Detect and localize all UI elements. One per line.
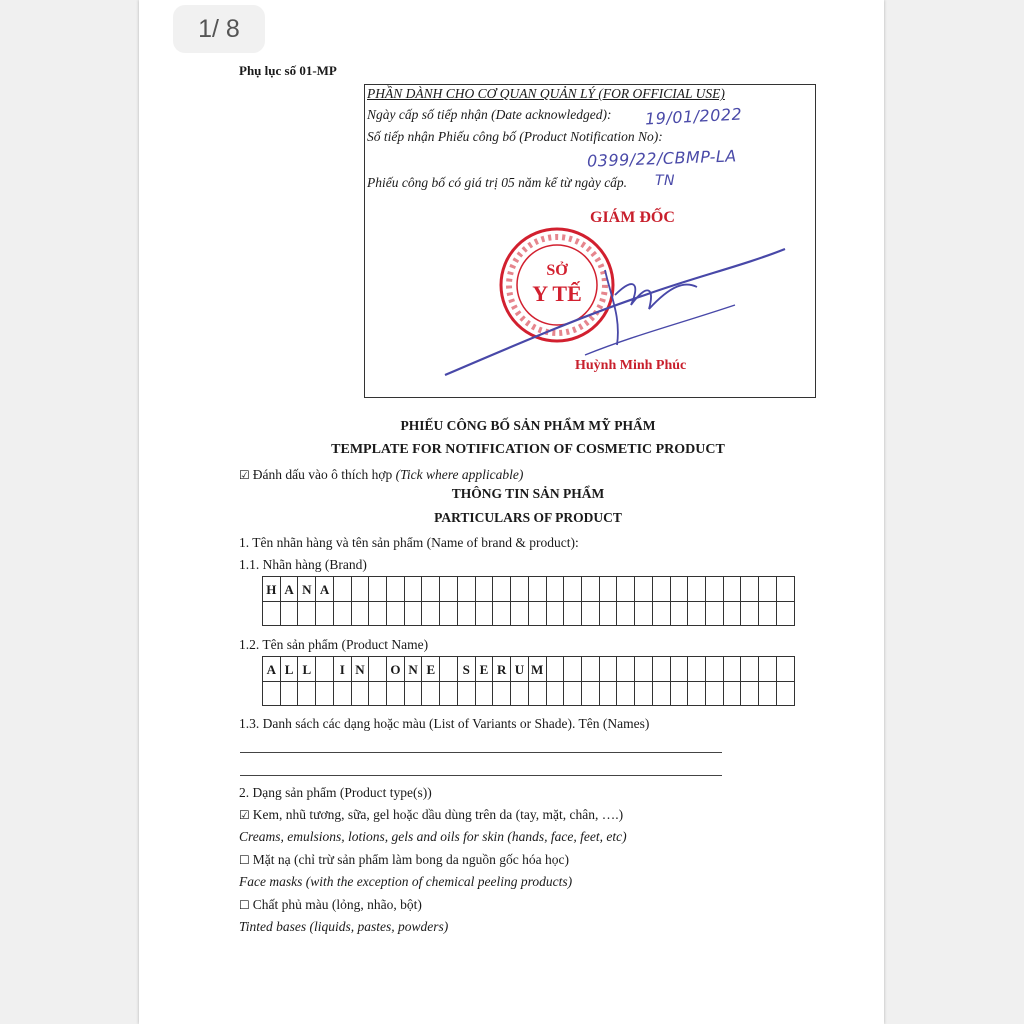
tick-note: [239, 467, 523, 483]
brand-char-cell: [582, 577, 600, 602]
product-char-cell: [564, 657, 582, 682]
brand-char-cell: [387, 602, 405, 626]
product-char-cell: [600, 657, 618, 682]
product-char-cell: [741, 682, 759, 706]
brand-char-cell: [724, 577, 742, 602]
product-char-cell: [706, 657, 724, 682]
date-acknowledged-value: 19/01/2022: [644, 104, 743, 129]
product-char-cell: [564, 682, 582, 706]
product-char-cell: [529, 682, 547, 706]
brand-char-cell: [405, 577, 423, 602]
product-char-cell: [334, 682, 352, 706]
official-use-title: PHẦN DÀNH CHO CƠ QUAN QUẢN LÝ (FOR OFFICIAL USE): [367, 86, 725, 101]
brand-char-cell: [387, 577, 405, 602]
product-char-cell: [511, 682, 529, 706]
brand-char-cell: [706, 577, 724, 602]
product-char-cell: [263, 682, 281, 706]
brand-char-cell: [369, 577, 387, 602]
brand-char-cell: H: [263, 577, 281, 602]
brand-char-cell: [529, 602, 547, 626]
product-char-cell: [405, 682, 423, 706]
brand-char-grid: [262, 576, 795, 626]
director-title: GIÁM ĐỐC: [590, 209, 675, 226]
product-char-cell: [440, 657, 458, 682]
product-char-cell: [369, 657, 387, 682]
brand-char-cell: [582, 602, 600, 626]
empty-box-icon: ☐: [239, 898, 250, 912]
brand-char-cell: [741, 602, 759, 626]
brand-char-cell: [617, 602, 635, 626]
brand-char-cell: [635, 602, 653, 626]
product-type-1-vi: Kem, nhũ tương, sữa, gel hoặc dầu dùng trên da (tay, mặt, chân, ….): [252, 807, 624, 822]
product-char-cell: [741, 657, 759, 682]
product-char-cell: [706, 682, 724, 706]
product-char-cell: [635, 682, 653, 706]
product-char-cell: N: [405, 657, 423, 682]
product-char-cell: I: [334, 657, 352, 682]
item-1-3-label: 1.3. Danh sách các dạng hoặc màu (List of Variants or Shade). Tên (Names): [239, 716, 650, 731]
brand-char-cell: [493, 602, 511, 626]
handwritten-initial: TN: [655, 173, 676, 189]
product-char-cell: [422, 682, 440, 706]
tick-note-en: (Tick where applicable): [395, 467, 524, 482]
brand-char-cell: [511, 577, 529, 602]
product-char-cell: [635, 657, 653, 682]
product-char-cell: R: [493, 657, 511, 682]
product-type-2-en: Face masks (with the exception of chemical peeling products): [239, 874, 573, 889]
brand-char-cell: [440, 602, 458, 626]
brand-char-cell: [671, 602, 689, 626]
brand-char-cell: [352, 602, 370, 626]
brand-char-cell: [281, 602, 299, 626]
product-type-3: [239, 897, 422, 913]
page-indicator[interactable]: 1/ 8: [173, 5, 265, 53]
heading-vi: PHIẾU CÔNG BỐ SẢN PHẨM MỸ PHẨM: [400, 418, 656, 433]
product-char-cell: [653, 682, 671, 706]
brand-char-cell: [405, 602, 423, 626]
product-char-cell: A: [263, 657, 281, 682]
tick-note-vi: Đánh dấu vào ô thích hợp: [252, 467, 393, 482]
variants-line-1: [240, 752, 722, 753]
brand-char-cell: [263, 602, 281, 626]
item-1-label: 1. Tên nhãn hàng và tên sản phẩm (Name of brand & product):: [239, 535, 579, 550]
product-char-cell: S: [458, 657, 476, 682]
brand-char-cell: A: [316, 577, 334, 602]
product-char-cell: [617, 657, 635, 682]
product-char-cell: [582, 682, 600, 706]
product-char-cell: M: [529, 657, 547, 682]
product-char-cell: [653, 657, 671, 682]
product-char-cell: [547, 682, 565, 706]
brand-char-cell: [688, 602, 706, 626]
brand-char-cell: [316, 602, 334, 626]
product-char-cell: [476, 682, 494, 706]
product-type-2: [239, 852, 569, 868]
product-char-cell: [688, 682, 706, 706]
product-char-cell: [759, 682, 777, 706]
brand-char-cell: [440, 577, 458, 602]
product-char-cell: [688, 657, 706, 682]
product-char-cell: [671, 657, 689, 682]
product-type-1: [239, 807, 623, 823]
brand-char-cell: [777, 577, 795, 602]
brand-char-cell: [352, 577, 370, 602]
brand-char-cell: [600, 602, 618, 626]
notification-no-label: Số tiếp nhận Phiếu công bố (Product Notification No):: [367, 129, 663, 144]
brand-char-cell: [547, 577, 565, 602]
product-char-cell: [387, 682, 405, 706]
brand-char-cell: [493, 577, 511, 602]
brand-char-cell: [511, 602, 529, 626]
product-type-2-vi: Mặt nạ (chỉ trừ sản phẩm làm bong da nguồn gốc hóa học): [252, 852, 570, 867]
brand-char-cell: [564, 602, 582, 626]
product-char-cell: [724, 682, 742, 706]
checked-box-icon: ☑: [239, 468, 250, 482]
product-char-cell: [724, 657, 742, 682]
stamp-text-top: SỞ: [546, 262, 568, 279]
brand-char-cell: [671, 577, 689, 602]
brand-char-cell: [777, 602, 795, 626]
brand-char-cell: [724, 602, 742, 626]
signer-name: Huỳnh Minh Phúc: [575, 358, 687, 373]
item-1-2-label: 1.2. Tên sản phẩm (Product Name): [239, 637, 429, 652]
product-char-cell: [298, 682, 316, 706]
notification-no-value: 0399/22/CBMP-LA: [586, 146, 738, 171]
item-2-label: 2. Dạng sản phẩm (Product type(s)): [239, 785, 432, 800]
product-char-cell: E: [422, 657, 440, 682]
product-char-cell: [777, 657, 795, 682]
item-1-1-label: 1.1. Nhãn hàng (Brand): [239, 557, 367, 572]
brand-char-cell: [458, 577, 476, 602]
product-char-cell: [352, 682, 370, 706]
brand-char-cell: [653, 577, 671, 602]
product-char-cell: [281, 682, 299, 706]
product-char-cell: [777, 682, 795, 706]
stamp-text-bottom: Y TẾ: [532, 281, 582, 306]
brand-char-cell: [458, 602, 476, 626]
product-char-cell: E: [476, 657, 494, 682]
brand-char-cell: [334, 577, 352, 602]
brand-char-cell: [422, 577, 440, 602]
brand-char-cell: [298, 602, 316, 626]
brand-char-cell: [476, 602, 494, 626]
brand-char-cell: [617, 577, 635, 602]
product-char-cell: [316, 682, 334, 706]
brand-char-cell: [688, 577, 706, 602]
product-type-1-en: Creams, emulsions, lotions, gels and oils for skin (hands, face, feet, etc): [239, 829, 627, 844]
brand-char-cell: N: [298, 577, 316, 602]
brand-char-cell: [529, 577, 547, 602]
brand-char-cell: A: [281, 577, 299, 602]
product-char-cell: L: [281, 657, 299, 682]
section-title-en: PARTICULARS OF PRODUCT: [434, 510, 622, 525]
product-char-cell: [440, 682, 458, 706]
brand-char-cell: [369, 602, 387, 626]
brand-char-cell: [759, 577, 777, 602]
product-char-cell: [547, 657, 565, 682]
brand-char-cell: [635, 577, 653, 602]
product-char-grid: [262, 656, 795, 706]
brand-char-cell: [741, 577, 759, 602]
product-char-cell: [582, 657, 600, 682]
empty-box-icon: ☐: [239, 853, 250, 867]
date-acknowledged-label: Ngày cấp số tiếp nhận (Date acknowledged):: [367, 107, 612, 122]
product-char-cell: [458, 682, 476, 706]
product-char-cell: [617, 682, 635, 706]
heading-en: TEMPLATE FOR NOTIFICATION OF COSMETIC PRODUCT: [331, 442, 725, 457]
brand-char-cell: [653, 602, 671, 626]
official-use-box: [364, 84, 816, 398]
product-char-cell: [600, 682, 618, 706]
variants-line-2: [240, 775, 722, 776]
brand-char-cell: [476, 577, 494, 602]
brand-char-cell: [600, 577, 618, 602]
product-char-cell: N: [352, 657, 370, 682]
product-char-cell: L: [298, 657, 316, 682]
brand-char-cell: [422, 602, 440, 626]
checked-box-icon: ☑: [239, 808, 250, 822]
brand-char-cell: [564, 577, 582, 602]
appendix-label: Phụ lục số 01-MP: [239, 63, 337, 78]
product-char-cell: [369, 682, 387, 706]
product-char-cell: [316, 657, 334, 682]
brand-char-cell: [547, 602, 565, 626]
product-char-cell: [759, 657, 777, 682]
product-char-cell: [671, 682, 689, 706]
brand-char-cell: [759, 602, 777, 626]
brand-char-cell: [334, 602, 352, 626]
product-type-3-en: Tinted bases (liquids, pastes, powders): [239, 919, 449, 934]
product-char-cell: [493, 682, 511, 706]
product-type-3-vi: Chất phủ màu (lỏng, nhão, bột): [252, 897, 422, 912]
section-title-vi: THÔNG TIN SẢN PHẨM: [451, 486, 605, 501]
product-char-cell: O: [387, 657, 405, 682]
product-char-cell: U: [511, 657, 529, 682]
validity-note: Phiếu công bố có giá trị 05 năm kể từ ngày cấp.: [367, 175, 628, 190]
brand-char-cell: [706, 602, 724, 626]
